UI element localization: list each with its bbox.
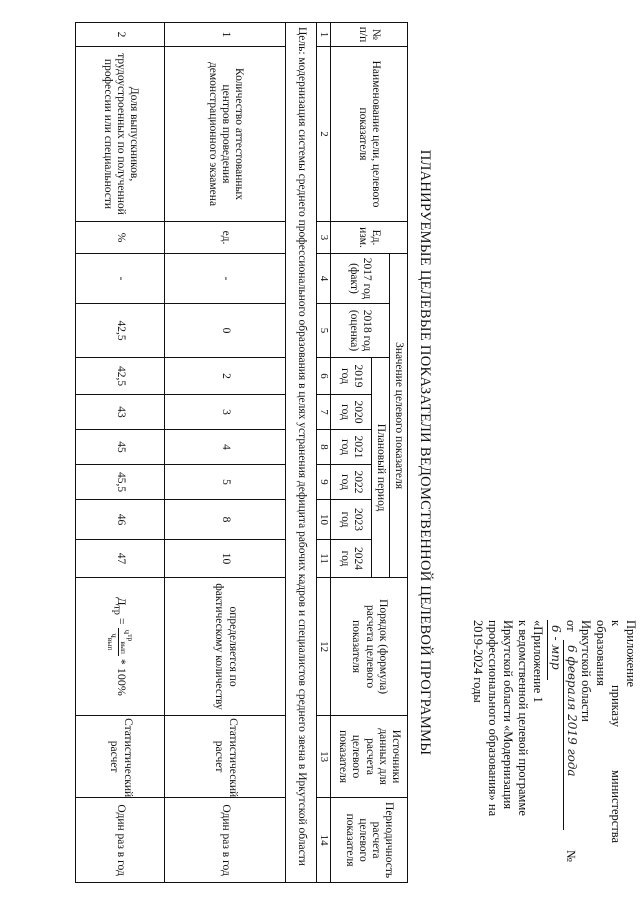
row-unit: % bbox=[76, 222, 165, 254]
appendix-line11: 2019-2024 годы bbox=[471, 620, 485, 703]
goal-row bbox=[286, 23, 317, 883]
formula-lhs-sub: тр bbox=[111, 605, 123, 615]
row-period: Один раз в год bbox=[165, 798, 286, 883]
table-row bbox=[76, 23, 165, 883]
appendix-line1: Приложение bbox=[624, 620, 638, 688]
row-source: Статистический расчет bbox=[165, 716, 286, 798]
appendix-line5-no: № bbox=[564, 850, 578, 862]
index-cell: 4 bbox=[317, 254, 331, 304]
row-num: 1 bbox=[165, 23, 286, 47]
row-2024: 10 bbox=[165, 540, 286, 578]
row-2022: 45,5 bbox=[76, 465, 165, 500]
row-2017: - bbox=[165, 254, 286, 304]
appendix-line2-ministry: министерства bbox=[609, 770, 623, 844]
row-2020: 43 bbox=[76, 395, 165, 430]
appendix-line7: «Приложение 1 bbox=[531, 620, 545, 703]
header-periodicity: Периодичность расчета целевого показателя bbox=[331, 798, 408, 883]
index-cell: 2 bbox=[317, 47, 331, 222]
row-num: 2 bbox=[76, 23, 165, 47]
index-cell: 5 bbox=[317, 304, 331, 358]
index-cell: 8 bbox=[317, 430, 331, 465]
date-underline bbox=[563, 640, 564, 830]
appendix-line3: образования bbox=[594, 620, 608, 686]
header-2020: 2020 год bbox=[331, 395, 372, 430]
header-2024: 2024 год bbox=[331, 540, 372, 578]
header-plan-period: Плановый период bbox=[372, 358, 390, 578]
number-underline bbox=[547, 620, 548, 680]
index-row bbox=[317, 23, 331, 883]
appendix-line10: профессионального образования» на bbox=[486, 620, 500, 817]
indicators-table bbox=[75, 22, 408, 883]
formula-den-var: ч bbox=[109, 633, 120, 638]
formula-num-sup: тр bbox=[125, 634, 135, 642]
formula-rhs: * 100% bbox=[114, 658, 129, 696]
row-name: Количество аттестованных центров проведения демонстрационного экзамена bbox=[165, 47, 286, 222]
row-2021: 45 bbox=[76, 430, 165, 465]
page-title: ПЛАНИРУЕМЫЕ ЦЕЛЕВЫЕ ПОКАЗАТЕЛИ ВЕДОМСТВЕННОЙ ЦЕЛЕВОЙ ПРОГРАММЫ bbox=[417, 149, 433, 756]
appendix-line5-from: от bbox=[564, 620, 578, 632]
row-formula: $Д_{тр}$ = $ч^{тр}_{вып}$ $ч_{вып}$ * 100% bbox=[76, 578, 165, 716]
index-cell: 6 bbox=[317, 358, 331, 395]
row-2020: 3 bbox=[165, 395, 286, 430]
appendix-line2-order: приказу bbox=[609, 685, 623, 727]
header-formula: Порядок (формула) расчета целевого показателя bbox=[331, 578, 408, 716]
header-2022: 2022 год bbox=[331, 465, 372, 500]
header-2023: 2023 год bbox=[331, 500, 372, 540]
formula-lhs: Д bbox=[114, 597, 129, 606]
header-2018: 2018 год (оценка) bbox=[331, 304, 390, 358]
header-row-1 bbox=[390, 23, 408, 883]
index-cell: 12 bbox=[317, 578, 331, 716]
header-2021: 2021 год bbox=[331, 430, 372, 465]
formula-denominator bbox=[107, 628, 118, 656]
row-period: Один раз в год bbox=[76, 798, 165, 883]
header-sources: Источники данных для расчета целевого показателя bbox=[331, 716, 408, 798]
index-cell: 3 bbox=[317, 222, 331, 254]
index-cell: 7 bbox=[317, 395, 331, 430]
header-num: № п/п bbox=[331, 23, 408, 47]
row-2023: 8 bbox=[165, 500, 286, 540]
header-value-group: Значение целевого показателя bbox=[390, 254, 408, 578]
index-cell: 11 bbox=[317, 540, 331, 578]
row-2021: 4 bbox=[165, 430, 286, 465]
row-2018: 42,5 bbox=[76, 304, 165, 358]
handwritten-date: 6 февраля 2019 года bbox=[565, 645, 579, 777]
index-cell: 14 bbox=[317, 798, 331, 883]
formula-num-sub: вып bbox=[118, 641, 128, 654]
row-2018: 0 bbox=[165, 304, 286, 358]
row-2017: - bbox=[76, 254, 165, 304]
row-unit: ед. bbox=[165, 222, 286, 254]
appendix-line8: к ведомственной целевой программе bbox=[516, 620, 530, 816]
index-cell: 1 bbox=[317, 23, 331, 47]
appendix-line9: Иркутской области «Модернизация bbox=[501, 620, 515, 810]
index-cell: 13 bbox=[317, 716, 331, 798]
formula-numerator bbox=[118, 628, 133, 656]
table-row bbox=[165, 23, 286, 883]
goal-text: Цель: модернизация системы среднего профессионального образования в целях устранения дефицита рабочих кадров и специалистов среднего звена в Иркутской области bbox=[286, 23, 317, 883]
header-unit: Ед. изм. bbox=[331, 222, 408, 254]
header-name: Наименование цели, целевого показателя bbox=[331, 47, 408, 222]
row-2019: 42,5 bbox=[76, 358, 165, 395]
appendix-line4: Иркутской области bbox=[579, 620, 593, 722]
row-2023: 46 bbox=[76, 500, 165, 540]
appendix-line2-k: к bbox=[609, 620, 623, 627]
row-name: Доля выпускников, трудоустроенных по полученной профессии или специальности bbox=[76, 47, 165, 222]
row-2019: 2 bbox=[165, 358, 286, 395]
index-cell: 9 bbox=[317, 465, 331, 500]
row-2022: 5 bbox=[165, 465, 286, 500]
formula-den-sub: вып bbox=[106, 637, 116, 651]
index-cell: 10 bbox=[317, 500, 331, 540]
formula-num-var: ч bbox=[121, 629, 132, 635]
header-2019: 2019 год bbox=[331, 358, 372, 395]
row-2024: 47 bbox=[76, 540, 165, 578]
handwritten-number: 6 - мпр bbox=[549, 625, 563, 670]
row-source: Статистический расчет bbox=[76, 716, 165, 798]
formula-fraction bbox=[107, 628, 134, 656]
row-formula: определяется по фактическому количеству bbox=[165, 578, 286, 716]
header-2017: 2017 год (факт) bbox=[331, 254, 390, 304]
